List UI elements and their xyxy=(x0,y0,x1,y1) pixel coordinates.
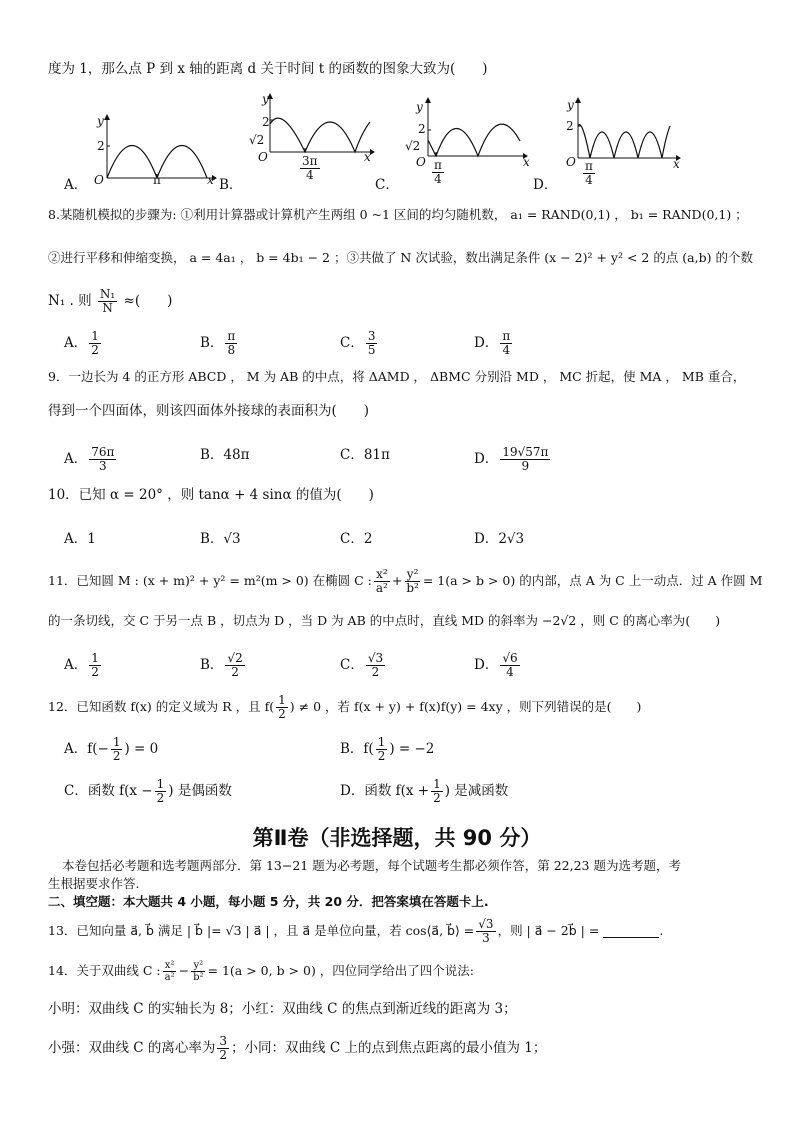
q8-ratio-num: N₁ xyxy=(99,287,116,301)
q11-option-c-num: √3 xyxy=(367,651,384,665)
q9-option-a-den: 3 xyxy=(99,459,107,473)
q11-option-c-label: C． xyxy=(340,657,364,673)
q12-line1 xyxy=(48,694,641,721)
q11-option-b-label: B． xyxy=(200,657,224,673)
q10-option-b-label: B． xyxy=(200,531,224,547)
graph-d-origin: O xyxy=(566,155,576,169)
q12-option-a[interactable] xyxy=(64,736,158,763)
q12-option-c-pre: 函数 f(x − xyxy=(87,783,153,799)
q12-option-d-den: 2 xyxy=(433,791,441,805)
q8-option-a-den: 2 xyxy=(91,343,99,357)
q9-option-d-num: 19√57π xyxy=(502,445,549,459)
q9-option-b[interactable] xyxy=(200,446,249,464)
graph-a-x-tick: π xyxy=(153,173,161,187)
graph-b-y-tick2: √2 xyxy=(249,133,265,147)
q10-option-d-label: D． xyxy=(474,531,499,547)
q8-line3-post: ≈( ) xyxy=(123,293,173,309)
q14-frac2-num: y² xyxy=(193,960,204,971)
q12-option-d-post: ) 是减函数 xyxy=(444,783,509,799)
q12-option-c-den: 2 xyxy=(156,791,165,805)
q12-option-c-label: C． xyxy=(64,783,88,799)
q11-option-d-num: √6 xyxy=(502,651,518,665)
q10-option-a-text: 1 xyxy=(87,531,96,547)
q12-option-b-post: ) = −2 xyxy=(389,741,435,757)
q12-option-c[interactable] xyxy=(64,778,232,805)
q11-frac1-num: x² xyxy=(376,567,388,581)
graph-d-y-label: y xyxy=(567,98,574,112)
q11-line1 xyxy=(48,568,762,595)
q9-option-c[interactable] xyxy=(340,446,390,464)
part2-title: 第Ⅱ卷（非选择题，共 90 分） xyxy=(252,826,542,850)
graph-a-x-label: x xyxy=(207,173,214,187)
q11-frac2-num: y² xyxy=(406,567,419,581)
part2-intro-line1: 本卷包括必考题和选考题两部分．第 13−21 题为必考题，每个试题考生都必须作答，第 22,23 题为选考题，考 xyxy=(62,858,681,873)
q8-option-d-num: π xyxy=(502,329,511,343)
q9-line2: 得到一个四面体，则该四面体外接球的表面积为( ) xyxy=(48,403,370,419)
q14-line3 xyxy=(48,1035,546,1062)
q12-option-b-label: B． xyxy=(340,741,364,757)
q11-option-d-label: D． xyxy=(474,657,499,673)
q11-option-a-label: A． xyxy=(64,657,88,673)
q11-frac2-den: b² xyxy=(406,581,419,595)
graph-b-x-tick xyxy=(300,155,320,182)
graph-c-x-tick-num: π xyxy=(434,158,442,172)
graph-c-origin: O xyxy=(416,155,426,169)
q10-option-d[interactable] xyxy=(474,530,524,548)
q11-line1-pre: 11．已知圆 M : (x + m)² + y² = m²(m > 0) 在椭圆 C : xyxy=(48,573,372,588)
graph-c-y-tick2: √2 xyxy=(405,139,421,153)
graph-b-x-label: x xyxy=(364,150,371,164)
q10-option-b[interactable] xyxy=(200,530,241,548)
q10-option-b-text: √3 xyxy=(223,531,241,547)
q11-option-a-num: 1 xyxy=(91,651,99,665)
q8-option-a-label: A． xyxy=(64,335,88,351)
q12-line1-post: ) ≠ 0 ，若 f(x + y) + f(x)f(y) = 4xy ，则下列错误的是( ) xyxy=(289,699,642,714)
q12-option-d-num: 1 xyxy=(433,777,441,791)
q8-option-c-den: 5 xyxy=(367,343,376,357)
q12-option-a-label: A． xyxy=(64,741,88,757)
graph-b-x-tick-den: 4 xyxy=(305,168,314,182)
q8-option-d-label: D． xyxy=(474,335,499,351)
q9-option-b-label: B． xyxy=(200,447,224,463)
q14-line2: 小明：双曲线 C 的实轴长为 8；小红：双曲线 C 的焦点到渐近线的距离为 3； xyxy=(48,1001,517,1017)
q8-option-b-num: π xyxy=(227,329,236,343)
q9-option-a[interactable] xyxy=(64,446,118,473)
q14-frac1-den: a² xyxy=(164,972,175,983)
q14-frac2-den: b² xyxy=(193,972,204,983)
q7-option-a-label[interactable]: A． xyxy=(64,177,88,193)
q8-option-a[interactable] xyxy=(64,330,103,357)
graph-a-y-tick: 2 xyxy=(97,139,105,153)
q13-pre: 13．已知向量 a⃗, b⃗ 满足 | b⃗ |= √3 | a⃗ | ，且 a⃗ 是单位向量，若 cos⟨a⃗, b⃗⟩ = xyxy=(48,923,475,938)
q12-option-d[interactable] xyxy=(340,778,508,805)
q14-line3-post: ；小同：双曲线 C 上的点到焦点距离的最小值为 1； xyxy=(231,1040,547,1056)
q7-stem: 度为 1，那么点 P 到 x 轴的距离 d 关于时间 t 的函数的图象大致为( ) xyxy=(48,61,488,77)
q8-option-d[interactable] xyxy=(474,330,514,357)
graph-b-origin: O xyxy=(258,150,268,164)
q12-frac-den: 2 xyxy=(278,707,286,721)
q11-option-b-den: 2 xyxy=(231,665,239,679)
q11-option-c[interactable] xyxy=(340,652,387,679)
q9-option-a-label: A． xyxy=(64,451,88,467)
q14-post: = 1(a > 0, b > 0) ，四位同学给出了四个说法: xyxy=(207,963,475,978)
graph-d-x-tick-den: 4 xyxy=(585,173,593,187)
q8-line1: 8.某随机模拟的步骤为: ①利用计算器或计算机产生两组 0 ~1 区间的均匀随机数， a₁ = RAND(0,1) ， b₁ = RAND(0,1) ； xyxy=(48,207,748,222)
graph-c-y-label: y xyxy=(416,100,423,114)
q11-option-b-num: √2 xyxy=(227,651,243,665)
q8-option-b-den: 8 xyxy=(227,343,236,357)
q11-line2: 的一条切线，交 C 于另一点 B ，切点为 D ，当 D 为 AB 的中点时，直线 MD 的斜率为 −2√2 ，则 C 的离心率为( ) xyxy=(48,613,721,628)
q8-option-d-den: 4 xyxy=(502,343,511,357)
graph-d-y-tick: 2 xyxy=(566,119,574,133)
q14-line3-den: 2 xyxy=(219,1048,228,1062)
graph-c-x-tick-den: 4 xyxy=(434,172,442,186)
q12-option-a-pre: f(− xyxy=(87,741,109,757)
graph-b-x-tick-num: 3π xyxy=(302,154,318,168)
q12-line1-pre: 12．已知函数 f(x) 的定义域为 R ，且 f( xyxy=(48,699,275,714)
q11-option-b[interactable] xyxy=(200,652,247,679)
q10-line1: 10．已知 α = 20° ，则 tanα + 4 sinα 的值为( ) xyxy=(48,487,374,503)
q12-option-d-pre: 函数 f(x + xyxy=(364,783,430,799)
q8-line3-pre: N₁ . 则 xyxy=(48,293,92,309)
q8-option-c[interactable] xyxy=(340,330,379,357)
q10-option-a[interactable] xyxy=(64,530,96,548)
q11-option-a[interactable] xyxy=(64,652,103,679)
q12-option-b-den: 2 xyxy=(377,749,386,763)
q8-option-a-num: 1 xyxy=(91,329,99,343)
q12-option-c-num: 1 xyxy=(156,777,165,791)
q14-pre: 14．关于双曲线 C : xyxy=(48,963,161,978)
q12-option-a-den: 2 xyxy=(112,749,121,763)
q14-line3-pre: 小强：双曲线 C 的离心率为 xyxy=(48,1040,216,1056)
q8-option-c-num: 3 xyxy=(367,329,376,343)
q11-option-c-den: 2 xyxy=(371,665,380,679)
q10-option-c[interactable] xyxy=(340,530,372,548)
q11-frac1-den: a² xyxy=(375,581,388,595)
q13-frac-den: 3 xyxy=(482,931,490,945)
q11-line1-post: = 1(a > b > 0) 的内部，点 A 为 C 上一动点．过 A 作圆 M xyxy=(422,573,763,588)
graph-d xyxy=(538,96,688,180)
q11-plus: + xyxy=(391,573,403,588)
q13-frac-num: √3 xyxy=(478,917,494,931)
q13-answer-blank[interactable] xyxy=(603,925,659,938)
q13-post: ，则 | a⃗ − 2b⃗ | = xyxy=(497,923,600,938)
graph-d-x-tick-num: π xyxy=(585,159,593,173)
q10-option-c-label: C． xyxy=(340,531,364,547)
q10-option-d-text: 2√3 xyxy=(498,531,525,547)
q12-option-b-pre: f( xyxy=(363,741,374,757)
q12-option-c-post: ) 是偶函数 xyxy=(168,783,232,799)
q9-option-d-den: 9 xyxy=(521,459,530,473)
q12-option-b-num: 1 xyxy=(377,735,386,749)
q11-option-d[interactable] xyxy=(474,652,522,679)
q7-option-c-label[interactable]: C． xyxy=(375,177,399,193)
graph-d-x-tick xyxy=(583,160,595,187)
q8-option-b-label: B． xyxy=(200,335,224,351)
q9-option-d[interactable] xyxy=(474,446,552,473)
q13-line xyxy=(48,918,663,945)
graph-c-y-tick: 2 xyxy=(418,122,426,136)
q8-ratio-den: N xyxy=(102,301,113,315)
q8-option-c-label: C． xyxy=(340,335,364,351)
q7-option-b-label[interactable]: B． xyxy=(219,177,243,193)
q12-option-a-num: 1 xyxy=(112,735,121,749)
q11-option-a-den: 2 xyxy=(91,665,99,679)
q9-option-c-label: C． xyxy=(340,447,364,463)
graph-b-y-label: y xyxy=(262,92,269,106)
q11-option-d-den: 4 xyxy=(506,665,514,679)
graph-c-x-tick xyxy=(432,159,444,186)
q9-option-a-num: 76π xyxy=(91,445,115,459)
q13-end: . xyxy=(659,923,664,938)
q7-option-d-label[interactable]: D． xyxy=(533,177,558,193)
q12-option-b[interactable] xyxy=(340,736,434,763)
q9-option-b-text: 48π xyxy=(223,447,250,463)
q8-line2: ②进行平移和伸缩变换， a = 4a₁ ， b = 4b₁ − 2 ；③共做了 N 次试验，数出满足条件 (x − 2)² + y² < 2 的点 (a,b) 的个数 xyxy=(48,250,753,265)
q9-line1: 9．一边长为 4 的正方形 ABCD ， M 为 AB 的中点，将 ΔAMD ， ΔBMC 分别沿 MD ， MC 折起，使 MA ， MB 重合， xyxy=(48,369,746,384)
q8-ratio xyxy=(98,288,117,315)
q9-option-c-text: 81π xyxy=(363,447,390,463)
graph-a-y-label: y xyxy=(97,114,104,128)
q12-frac-num: 1 xyxy=(278,693,286,707)
q14-minus: − xyxy=(178,963,190,978)
q10-option-a-label: A． xyxy=(64,531,88,547)
part2-section-heading: 二、填空题：本大题共 4 小题，每小题 5 分，共 20 分．把答案填在答题卡上. xyxy=(48,894,489,909)
q12-option-d-label: D． xyxy=(340,783,365,799)
q9-option-d-label: D． xyxy=(474,451,499,467)
q10-option-c-text: 2 xyxy=(363,531,373,547)
graph-b-y-tick: 2 xyxy=(262,115,270,129)
q14-line1 xyxy=(48,960,474,983)
graph-a-origin: O xyxy=(94,173,104,187)
q14-frac1-num: x² xyxy=(164,960,175,971)
q8-line3 xyxy=(48,288,172,315)
graph-d-x-label: x xyxy=(673,157,680,171)
q12-option-a-post: ) = 0 xyxy=(124,741,159,757)
q8-option-b[interactable] xyxy=(200,330,239,357)
part2-intro-line2: 生根据要求作答. xyxy=(48,876,140,891)
q14-line3-num: 3 xyxy=(219,1034,228,1048)
graph-c-x-label: x xyxy=(523,155,530,169)
